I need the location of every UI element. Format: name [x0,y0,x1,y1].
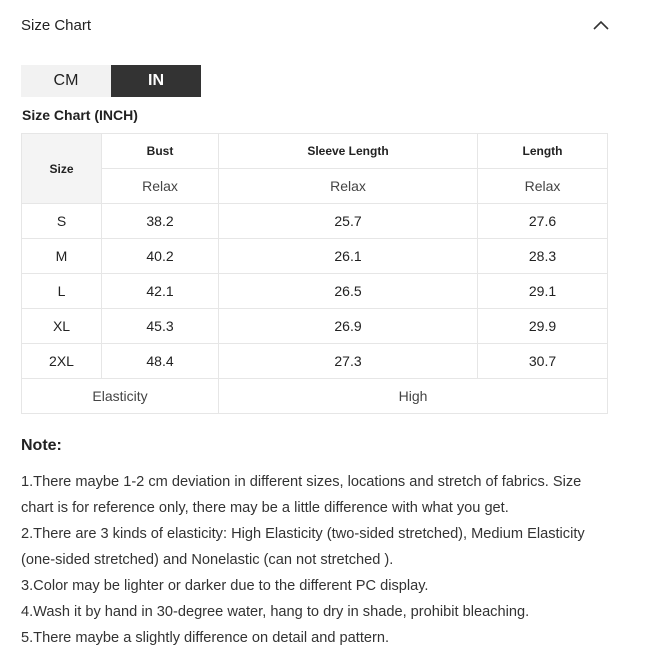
length-cell: 29.1 [478,274,608,309]
table-row [22,344,608,379]
size-chart-header[interactable] [21,14,609,36]
bust-header: Bust [102,134,219,169]
bust-cell: 45.3 [102,309,219,344]
length-cell: 28.3 [478,239,608,274]
bust-fit: Relax [102,169,219,204]
note-line: 5.There maybe a slightly difference on detail and pattern. [21,630,390,646]
sleeve-cell: 27.3 [219,344,478,379]
size-cell: 2XL [22,344,102,379]
elasticity-row [22,379,608,414]
elasticity-label: Elasticity [22,379,219,414]
cm-tab[interactable]: CM [21,65,111,97]
size-table [21,133,608,414]
elasticity-value: High [219,379,608,414]
note-title: Note: [21,437,62,454]
note-list [21,469,611,651]
sleeve-cell: 25.7 [219,204,478,239]
length-fit: Relax [478,169,608,204]
in-tab[interactable]: IN [111,65,201,97]
bust-cell: 48.4 [102,344,219,379]
sleeve-cell: 26.9 [219,309,478,344]
sleeve-fit: Relax [219,169,478,204]
length-cell: 29.9 [478,309,608,344]
table-row [22,204,608,239]
bust-cell: 42.1 [102,274,219,309]
size-cell: M [22,239,102,274]
note-line: 3.Color may be lighter or darker due to the different PC display. [21,578,429,594]
note-line: 2.There are 3 kinds of elasticity: High Elasticity (two-sided stretched), Medium Elasticity (one-sided stretched) and Nonelastic (can not stretched ). [21,526,585,568]
unit-toggle [21,65,201,97]
size-cell: XL [22,309,102,344]
length-header: Length [478,134,608,169]
bust-cell: 38.2 [102,204,219,239]
sleeve-cell: 26.1 [219,239,478,274]
table-row [22,239,608,274]
table-row [22,274,608,309]
sleeve-header: Sleeve Length [219,134,478,169]
length-cell: 30.7 [478,344,608,379]
chevron-up-icon[interactable] [593,17,609,33]
note-line: 4.Wash it by hand in 30-degree water, hang to dry in shade, prohibit bleaching. [21,604,530,620]
size-header: Size [22,134,102,204]
note-line: 1.There maybe 1-2 cm deviation in different sizes, locations and stretch of fabrics. Size chart is for reference only, there may be a little difference with what you get. [21,474,582,516]
sleeve-cell: 26.5 [219,274,478,309]
table-title: Size Chart (INCH) [22,107,138,123]
size-chart-title: Size Chart [21,16,92,34]
table-row [22,309,608,344]
bust-cell: 40.2 [102,239,219,274]
size-cell: S [22,204,102,239]
size-cell: L [22,274,102,309]
length-cell: 27.6 [478,204,608,239]
